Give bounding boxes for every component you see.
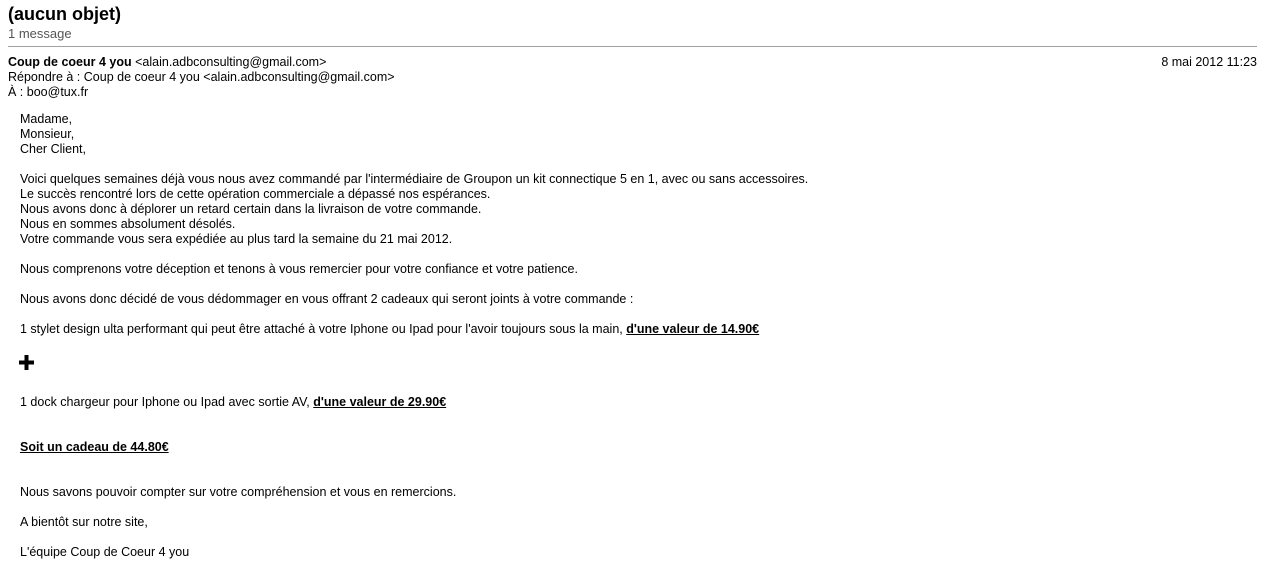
paragraph-line: Voici quelques semaines déjà vous nous avez commandé par l'intermédiaire de Groupon un kit connectique 5 en 1, avec ou sans accessoires. [20,172,809,186]
gift-one-text: 1 stylet design ulta performant qui peut être attaché à votre Iphone ou Ipad pour l'avoir toujours sous la main, [20,322,627,336]
email-subject: (aucun objet) [8,4,121,24]
reply-to-value[interactable]: Coup de coeur 4 you <alain.adbconsulting@gmail.com> [83,70,395,84]
message-date: 8 mai 2012 11:23 [1161,55,1257,69]
gift-total: Soit un cadeau de 44.80€ [20,440,169,454]
greeting-madame: Madame, [20,112,73,126]
to-line [8,85,88,100]
greeting-monsieur: Monsieur, [20,127,75,141]
paragraph-thanks: Nous comprenons votre déception et tenons à vous remercier pour votre confiance et votre patience. [20,262,578,276]
reply-to-label: Répondre à : [8,70,81,84]
paragraph-understanding: Nous savons pouvoir compter sur votre compréhension et vous en remercions. [20,485,457,499]
paragraph-line: Votre commande vous sera expédiée au plus tard la semaine du 21 mai 2012. [20,232,453,246]
sender-email[interactable]: <alain.adbconsulting@gmail.com> [135,55,327,69]
gift-two-text: 1 dock chargeur pour Iphone ou Ipad avec sortie AV, [20,395,314,409]
paragraph-line: Nous avons donc à déplorer un retard certain dans la livraison de votre commande. [20,202,482,216]
sender-name[interactable]: Coup de coeur 4 you [8,55,132,69]
from-line [8,55,326,70]
paragraph-farewell: A bientôt sur notre site, [20,515,148,529]
paragraph-gifts-intro: Nous avons donc décidé de vous dédommager en vous offrant 2 cadeaux qui seront joints à votre commande : [20,292,634,306]
header-divider [8,46,1257,47]
paragraph-line: Nous en sommes absolument désolés. [20,217,236,231]
signature: L'équipe Coup de Coeur 4 you [20,545,190,559]
reply-to-line [8,70,395,85]
to-value[interactable]: boo@tux.fr [26,85,89,99]
to-label: À : [8,85,24,99]
gift-one-line [20,322,759,337]
gift-two-line [20,395,446,410]
gift-two-value: d'une valeur de 29.90€ [313,395,447,409]
plus-icon [19,355,34,370]
gift-one-value: d'une valeur de 14.90€ [626,322,760,336]
message-count: 1 message [8,26,72,41]
paragraph-line: Le succès rencontré lors de cette opération commerciale a dépassé nos espérances. [20,187,491,201]
greeting-client: Cher Client, [20,142,86,156]
